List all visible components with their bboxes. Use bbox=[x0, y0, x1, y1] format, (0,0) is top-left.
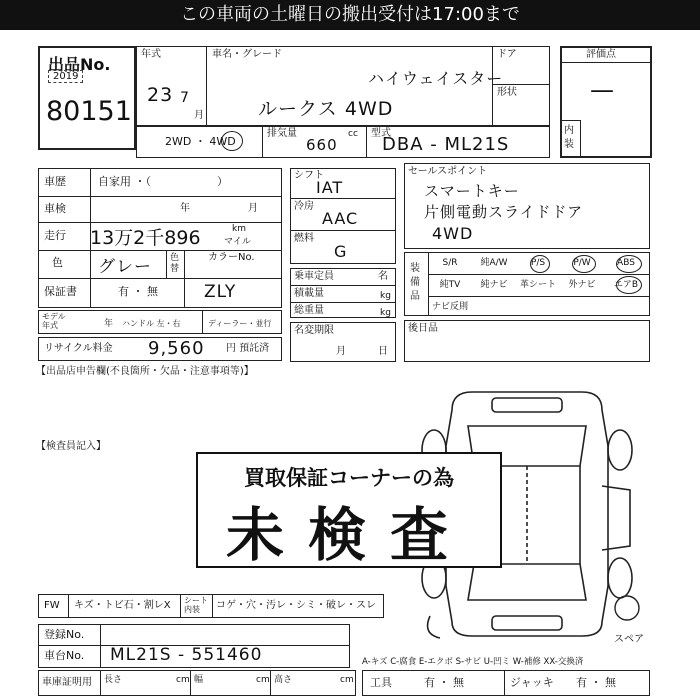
navi-label: ナビ反則 bbox=[432, 302, 469, 312]
spare-label: スペア bbox=[614, 634, 644, 645]
aircon-label: 冷房 bbox=[294, 201, 314, 212]
name-change-day: 日 bbox=[378, 346, 388, 357]
sales-point-label: セールスポイント bbox=[408, 166, 488, 177]
ps-circle bbox=[530, 255, 550, 273]
cert-width: 幅 bbox=[194, 675, 204, 685]
jack-value: 有 ・ 無 bbox=[576, 676, 616, 689]
month-unit: 月 bbox=[194, 110, 204, 121]
sales-point-2: 片側電動スライドドア bbox=[424, 203, 584, 221]
drive-label: 2WD ・ 4WD bbox=[165, 135, 236, 148]
name-change-month: 月 bbox=[336, 346, 346, 357]
inspection-month: 月 bbox=[248, 203, 258, 214]
car-grade: ハイウェイスター bbox=[368, 69, 504, 88]
sales-point-3: 4WD bbox=[432, 224, 474, 243]
displacement-value: 660 bbox=[306, 136, 338, 154]
lot-number: 80151 bbox=[46, 96, 132, 127]
cert-height-unit: cm bbox=[340, 675, 354, 685]
name-label: 車名・グレード bbox=[212, 49, 282, 60]
color-no-label: カラーNo. bbox=[208, 252, 255, 263]
cert-length: 長さ bbox=[104, 675, 123, 685]
recycle-value: 9,560 bbox=[148, 338, 205, 359]
year-label: 年式 bbox=[141, 49, 161, 60]
equip-tv: 純TV bbox=[439, 280, 461, 290]
sales-point-1: スマートキー bbox=[424, 182, 520, 200]
equip-navi: 純ナビ bbox=[480, 280, 508, 290]
warranty-label: 保証書 bbox=[44, 285, 77, 298]
drive-circle bbox=[221, 131, 243, 151]
score-value: — bbox=[590, 76, 614, 104]
history-value: 自家用 ・（ ） bbox=[98, 175, 228, 188]
handle-label: ハンドル 左・右 bbox=[122, 319, 181, 328]
mileage-mile: マイル bbox=[224, 237, 251, 247]
model-year-label: モデル年式 bbox=[42, 312, 66, 330]
capacity-label: 乗車定員 bbox=[294, 271, 334, 282]
equip-pw: P/W bbox=[573, 258, 591, 268]
lot-box bbox=[38, 46, 136, 150]
chassis-value: ML21S - 551460 bbox=[110, 645, 263, 665]
type-value: DBA - ML21S bbox=[382, 134, 510, 155]
fw-text: キズ・トビ石・割レX bbox=[74, 600, 171, 611]
name-change-label: 名変期限 bbox=[294, 325, 334, 336]
cert-width-unit: cm bbox=[256, 675, 270, 685]
tools-value: 有 ・ 無 bbox=[424, 676, 464, 689]
equip-sr: S/R bbox=[442, 258, 458, 268]
abs-circle bbox=[616, 255, 642, 273]
score-label: 評価点 bbox=[586, 49, 616, 60]
register-label: 登録No. bbox=[44, 628, 85, 641]
shift-label: シフト bbox=[294, 170, 324, 181]
equip-abs: ABS bbox=[617, 258, 635, 268]
equip-aw: 純A/W bbox=[480, 258, 508, 268]
color-no-value: ZLY bbox=[204, 282, 237, 302]
equip-ext-navi: 外ナビ bbox=[568, 280, 596, 290]
inspector-label: 【検査員記入】 bbox=[36, 441, 106, 452]
type-label: 型式 bbox=[371, 128, 391, 139]
chassis-label: 車台No. bbox=[44, 649, 85, 662]
fw-label: FW bbox=[44, 600, 60, 611]
seat-text: コゲ・穴・汚レ・シミ・破レ・スレ bbox=[216, 600, 376, 611]
door-label: ドア bbox=[497, 49, 517, 60]
equipment-label: 装備品 bbox=[410, 263, 420, 302]
later-block bbox=[404, 320, 650, 362]
model-year-unit: 年 bbox=[104, 319, 114, 329]
cert-height: 高さ bbox=[274, 675, 293, 685]
shift-value: IAT bbox=[316, 178, 344, 197]
unchecked-stamp bbox=[196, 452, 502, 568]
damage-legend: A-キズ C-腐食 E-エクボ S-サビ U-凹ミ W-補修 XX-交換済 bbox=[362, 657, 584, 667]
displacement-unit: cc bbox=[348, 129, 358, 139]
later-label: 後日品 bbox=[408, 323, 438, 334]
color-label: 色 bbox=[52, 256, 63, 269]
equip-leather: 革シート bbox=[519, 280, 556, 290]
capacity-unit: 名 bbox=[378, 271, 388, 282]
recycle-label: リサイクル料金 bbox=[44, 343, 113, 354]
stamp-line2: 未検査 bbox=[225, 501, 472, 569]
lot-label: 出品No. bbox=[48, 55, 111, 74]
interior-label: 内装 bbox=[564, 125, 574, 150]
inspection-year: 年 bbox=[180, 203, 190, 214]
cert-length-unit: cm bbox=[176, 675, 190, 685]
stamp-line1: 買取保証コーナーの為 bbox=[244, 466, 454, 490]
fuel-label: 燃料 bbox=[294, 233, 314, 244]
equip-ps: P/S bbox=[530, 258, 546, 268]
displacement-label: 排気量 bbox=[267, 128, 297, 139]
jack-label: ジャッキ bbox=[510, 676, 554, 689]
load-label: 積載量 bbox=[294, 288, 324, 299]
load-unit: kg bbox=[380, 291, 391, 301]
weight-label: 総重量 bbox=[294, 305, 324, 316]
car-name: ルークス 4WD bbox=[258, 98, 394, 120]
lot-year: 2019 bbox=[48, 70, 83, 83]
banner: この車両の土曜日の搬出受付は17:00まで bbox=[0, 0, 700, 30]
fuel-value: G bbox=[334, 242, 348, 261]
recycle-unit: 円 預託済 bbox=[226, 343, 270, 354]
mileage-value: 13万2千896 bbox=[90, 227, 201, 249]
dealer-label: ディーラー・並行 bbox=[208, 319, 272, 328]
warranty-value: 有 ・ 無 bbox=[118, 285, 158, 298]
year-value: 23 bbox=[147, 84, 174, 106]
shape-label: 形状 bbox=[497, 87, 517, 98]
seller-notes-label: 【出品店申告欄(不良箇所・欠品・注意事項等)】 bbox=[36, 366, 254, 377]
mileage-label: 走行 bbox=[44, 229, 66, 242]
certificate-label: 車庫証明用 bbox=[42, 677, 92, 688]
inspection-label: 車検 bbox=[44, 202, 66, 215]
equip-airbag: エアB bbox=[613, 280, 639, 290]
aircon-value: AAC bbox=[322, 209, 359, 228]
mileage-km: km bbox=[232, 224, 246, 234]
pw-circle bbox=[572, 255, 596, 273]
month-value: 7 bbox=[180, 90, 190, 106]
history-label: 車歴 bbox=[44, 175, 66, 188]
seat-label: シート内装 bbox=[184, 596, 208, 614]
weight-unit: kg bbox=[380, 308, 391, 318]
color-change-label: 色替 bbox=[170, 253, 180, 274]
tools-label: 工具 bbox=[370, 676, 392, 689]
airbag-circle bbox=[616, 276, 642, 294]
color-value: グレー bbox=[98, 257, 152, 277]
